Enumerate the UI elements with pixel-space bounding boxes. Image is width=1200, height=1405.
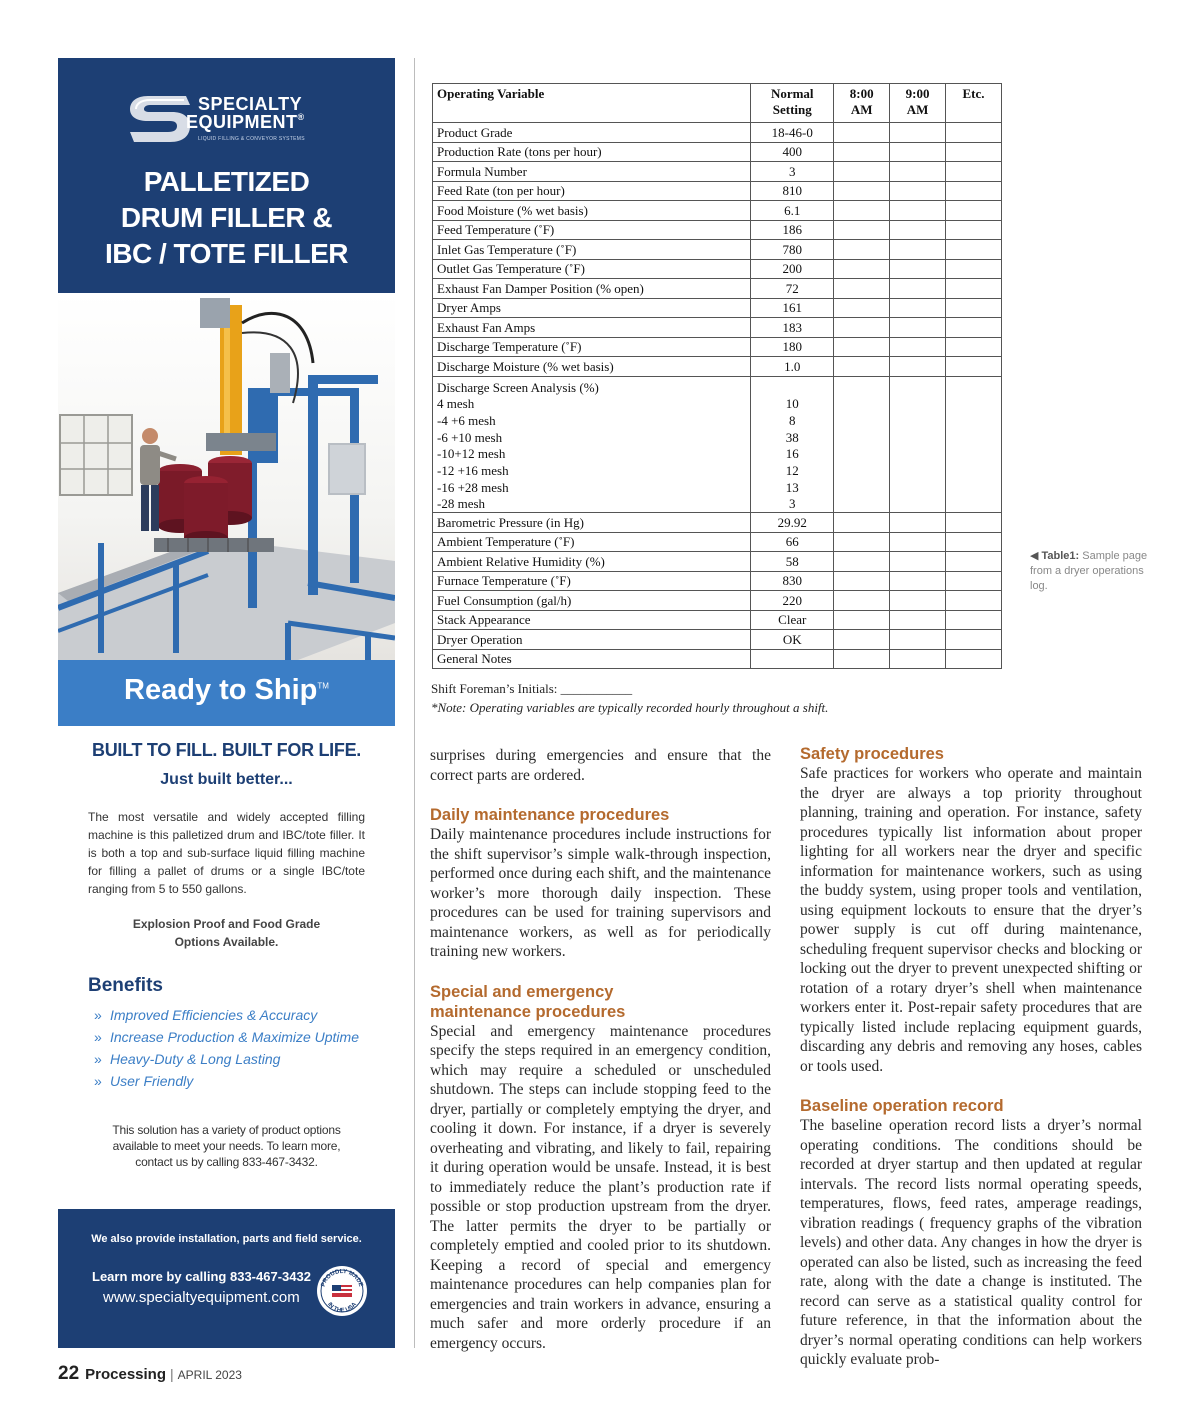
table-row: [433, 649, 1002, 669]
cell-variable: Ambient Relative Humidity (%): [433, 552, 751, 572]
heading-baseline-record: Baseline operation record: [800, 1097, 1004, 1115]
cell-variable: Stack Appearance: [433, 610, 751, 630]
cell-8am: [834, 162, 890, 182]
empty-cell: [834, 376, 890, 513]
cell-8am: [834, 240, 890, 260]
table-row: [433, 318, 1002, 338]
cell-variable: Dryer Amps: [433, 298, 751, 318]
cell-normal-setting: 6.1: [751, 201, 834, 221]
cell-normal-setting: 186: [751, 220, 834, 240]
cell-etc: [946, 201, 1002, 221]
table-row: [433, 630, 1002, 650]
screen-mesh-size: -10+12 mesh: [437, 446, 506, 462]
table-header-row: [433, 84, 1002, 123]
screen-mesh-list: [437, 395, 746, 512]
ad-footer: [58, 1209, 395, 1348]
table-body-bottom: [433, 513, 1002, 669]
specialty-equipment-logo: [126, 92, 336, 148]
cell-9am: [890, 649, 946, 669]
cell-8am: [834, 649, 890, 669]
cell-9am: [890, 220, 946, 240]
cell-normal-setting: [751, 649, 834, 669]
cell-9am: [890, 357, 946, 377]
benefit-text: Heavy-Duty & Long Lasting: [110, 1051, 281, 1067]
time-8-line-1: 8:00: [849, 86, 874, 101]
registered-mark: ®: [297, 112, 305, 122]
cell-etc: [946, 591, 1002, 611]
cell-normal-setting: 58: [751, 552, 834, 572]
cell-variable: Product Grade: [433, 123, 751, 143]
cell-normal-setting: 1.0: [751, 357, 834, 377]
ad-options-line-2: Options Available.: [174, 935, 279, 949]
page-number: 22: [58, 1363, 80, 1384]
screen-mesh-size: 4 mesh: [437, 396, 475, 412]
spacer: [430, 785, 771, 805]
cell-8am: [834, 298, 890, 318]
table-body-top: [433, 123, 1002, 377]
cell-8am: [834, 181, 890, 201]
shift-foreman-initials: Shift Foreman’s Initials: ___________: [431, 681, 633, 696]
benefit-text: Increase Production & Maximize Uptime: [110, 1029, 359, 1045]
list-item: [94, 1004, 359, 1026]
cell-normal-setting: 18-46-0: [751, 123, 834, 143]
cell-8am: [834, 357, 890, 377]
cell-etc: [946, 357, 1002, 377]
cell-variable: Outlet Gas Temperature (˚F): [433, 259, 751, 279]
cell-etc: [946, 162, 1002, 182]
cell-9am: [890, 279, 946, 299]
table-row: [433, 571, 1002, 591]
screen-mesh-value: 12: [785, 462, 799, 478]
chevron-right-icon: »: [94, 1051, 102, 1067]
cell-9am: [890, 532, 946, 552]
phone-callout: Learn more by calling 833-467-3432: [92, 1269, 311, 1284]
column-header-etc: Etc.: [946, 84, 1002, 123]
cell-9am: [890, 240, 946, 260]
list-item: [94, 1026, 359, 1048]
normal-line-2: Setting: [772, 102, 812, 117]
normal-line-1: Normal: [770, 86, 814, 101]
cell-normal-setting: 183: [751, 318, 834, 338]
cell-9am: [890, 552, 946, 572]
benefits-list: [94, 1004, 359, 1092]
table-row: [433, 279, 1002, 299]
ready-to-ship-label: Ready to Ship: [124, 674, 318, 706]
column-header-9am: [890, 84, 946, 123]
cell-8am: [834, 571, 890, 591]
cell-variable: Formula Number: [433, 162, 751, 182]
ad-title: [58, 164, 395, 272]
heading-special-emergency: [430, 982, 771, 1022]
column-header-variable: Operating Variable: [433, 84, 751, 123]
cell-8am: [834, 610, 890, 630]
logo-word-equipment: [186, 112, 305, 133]
chevron-right-icon: »: [94, 1007, 102, 1023]
benefit-text: User Friendly: [110, 1073, 194, 1089]
ad-solution-line-2: available to meet your needs. To learn more,: [112, 1139, 341, 1153]
website-link[interactable]: www.specialtyequipment.com: [103, 1289, 300, 1306]
cell-etc: [946, 630, 1002, 650]
cell-8am: [834, 201, 890, 221]
service-note: We also provide installation, parts and field service.: [91, 1233, 362, 1245]
cell-variable: Production Rate (tons per hour): [433, 142, 751, 162]
cell-8am: [834, 513, 890, 533]
table-row: [433, 513, 1002, 533]
cell-9am: [890, 513, 946, 533]
cell-variable: General Notes: [433, 649, 751, 669]
cell-9am: [890, 123, 946, 143]
caption-arrow-icon: ◀: [1030, 550, 1042, 562]
table-body-screen: [433, 376, 1002, 513]
cell-9am: [890, 298, 946, 318]
ad-title-line-2: DRUM FILLER &: [120, 202, 333, 233]
table-row: [433, 201, 1002, 221]
table-row: [433, 337, 1002, 357]
table-row: [433, 610, 1002, 630]
heading-daily-maintenance: Daily maintenance procedures: [430, 806, 670, 824]
cell-normal-setting: OK: [751, 630, 834, 650]
cell-etc: [946, 318, 1002, 338]
paragraph-daily-maintenance: Daily maintenance procedures include instructions for the shift supervisor’s simple walk-through inspection, performed once during each shift, and the maintenance worker’s more thorough daily inspection. These procedures can be used for training supervisors and maintenance workers, as well as for periodically training new workers.: [430, 826, 771, 960]
screen-mesh-size: -4 +6 mesh: [437, 412, 496, 428]
seal-bottom-text: IN THE USA: [325, 1301, 359, 1315]
screen-mesh-value: 13: [785, 479, 799, 495]
cell-9am: [890, 201, 946, 221]
logo-word-equipment-text: EQUIPMENT: [186, 112, 298, 132]
screen-mesh-size: -6 +10 mesh: [437, 429, 503, 445]
benefits-heading: Benefits: [88, 975, 163, 996]
list-item: [94, 1048, 359, 1070]
benefit-text: Improved Efficiencies & Accuracy: [110, 1007, 318, 1023]
screen-mesh-size: -12 +16 mesh: [437, 462, 509, 478]
cell-variable: Furnace Temperature (˚F): [433, 571, 751, 591]
dryer-operations-log-table: [432, 83, 1002, 669]
list-item: [94, 1070, 359, 1092]
cell-etc: [946, 649, 1002, 669]
table-row: [433, 123, 1002, 143]
cell-normal-setting: 810: [751, 181, 834, 201]
cell-variable: Dryer Operation: [433, 630, 751, 650]
caption-label: Table1:: [1041, 550, 1080, 562]
heading-special-line-2: maintenance procedures: [430, 1002, 626, 1021]
screen-mesh-size: -16 +28 mesh: [437, 479, 509, 495]
cell-etc: [946, 532, 1002, 552]
ad-solution-line-1: This solution has a variety of product options: [112, 1123, 341, 1137]
ad-solution-line-3: contact us by calling 833-467-3432.: [135, 1155, 318, 1169]
cell-9am: [890, 259, 946, 279]
screen-value-spacer: [755, 379, 829, 396]
ad-title-line-1: PALLETIZED: [143, 166, 310, 197]
cell-normal-setting: 220: [751, 591, 834, 611]
column-divider: [414, 58, 415, 1348]
cell-normal-setting: 3: [751, 162, 834, 182]
table-row: [433, 357, 1002, 377]
screen-mesh-value: 3: [789, 496, 796, 512]
cell-etc: [946, 279, 1002, 299]
spacer: [800, 1076, 1142, 1096]
table-row: [433, 591, 1002, 611]
cell-normal-setting: 180: [751, 337, 834, 357]
column-header-8am: [834, 84, 890, 123]
advertisement: [58, 58, 395, 1348]
time-9-line-2: AM: [906, 102, 929, 117]
article-column-right: [800, 744, 1142, 1370]
ad-description: The most versatile and widely accepted filling machine is this palletized drum and IBC/tote filler. It is both a top and sub-surface liquid filling machine for filling a pallet of drums or a single IBC/tote ranging from 5 to 550 gallons.: [88, 810, 365, 896]
cell-normal-setting: 830: [751, 571, 834, 591]
cell-8am: [834, 259, 890, 279]
cell-etc: [946, 142, 1002, 162]
cell-variable: Discharge Moisture (% wet basis): [433, 357, 751, 377]
ad-options-line-1: Explosion Proof and Food Grade: [132, 917, 321, 931]
cell-variable: Feed Temperature (˚F): [433, 220, 751, 240]
magazine-name: Processing: [85, 1366, 167, 1383]
cell-etc: [946, 337, 1002, 357]
screen-analysis-cell: [433, 376, 751, 513]
cell-etc: [946, 181, 1002, 201]
cell-9am: [890, 142, 946, 162]
chevron-right-icon: »: [94, 1073, 102, 1089]
screen-mesh-value: 8: [789, 412, 796, 428]
cell-normal-setting: 161: [751, 298, 834, 318]
ready-to-ship-banner: [58, 660, 395, 726]
cell-etc: [946, 220, 1002, 240]
paragraph-safety-procedures: Safe practices for workers who operate and maintain the dryer are always a top priority throughout planning, training and operation. For instance, safety procedures typically list information about proper lighting for all workers near the dryer and specific information for maintenance workers, such as using the buddy system, using proper tools and ventilation, using equipment lockouts to ensure that the dryer’s power supply is cut off during maintenance, scheduling frequent supervisor checks and blocking or locking out the dryer to prevent unexpected shifting or rotation of a rotary dryer’s shell when maintenance workers enter it. Post-repair safety procedures that are typically listed include replacing equipment guards, discarding any debris and removing any hoses, cables or tools used.: [800, 765, 1142, 1075]
cell-9am: [890, 337, 946, 357]
paragraph-special-emergency: Special and emergency maintenance procedures specify the steps required in an emergency condition, which may require a scheduled or unscheduled shutdown. The steps can include stopping feed to the dryer, partially or completely emptying the dryer, and cooling it down. For instance, if a dryer is severely overheating and vibrating, and likely to fail, repairing it during operation would be unsafe. Instead, it is best to immediately reduce the plant’s production rate if possible or stop production upstream from the dryer. The latter permits the dryer to be partially or completely emptied and cooled prior to its shutdown. Keeping a record of special and emergency maintenance procedures can help companies plan for emergencies and train workers in advance, ensuring a much safer and more orderly procedure if an emergency occurs.: [430, 1022, 771, 1352]
cell-variable: Inlet Gas Temperature (˚F): [433, 240, 751, 260]
cell-8am: [834, 123, 890, 143]
cell-9am: [890, 181, 946, 201]
cell-normal-setting: 72: [751, 279, 834, 299]
screen-mesh-size: -28 mesh: [437, 496, 486, 512]
table-row: [433, 298, 1002, 318]
trademark: TM: [317, 681, 329, 691]
table-caption: [1030, 549, 1160, 594]
drum-filler-machine-photo: [58, 293, 395, 660]
cell-9am: [890, 610, 946, 630]
seal-top-text: PROUDLY MADE: [320, 1268, 364, 1288]
column-header-normal: [751, 84, 834, 123]
page-folio: [58, 1363, 242, 1385]
paragraph-baseline-record: The baseline operation record lists a dryer’s normal operating conditions. The conditions should be recorded at dryer startup and then updated at regular intervals. The record lists normal operating speeds, temperatures, flows, feed rates, amperage readings, vibration readings ( frequency graphs of the vibration levels) and other data. Any changes in how the dryer is operated can also be listed, such as increasing the feed rate, along with the date a change is instituted. The record can serve as a statistical quality control for future reference, in that the information about the dryer’s normal operating conditions can help workers quickly evaluate prob-: [800, 1117, 1142, 1368]
cell-etc: [946, 298, 1002, 318]
spacer: [430, 962, 771, 982]
cell-etc: [946, 610, 1002, 630]
drum-filler-machine-illustration: [58, 293, 395, 660]
screen-value-list: [755, 395, 829, 512]
cell-normal-setting: 400: [751, 142, 834, 162]
cell-etc: [946, 240, 1002, 260]
cell-variable: Feed Rate (ton per hour): [433, 181, 751, 201]
table-footnote: *Note: Operating variables are typically recorded hourly throughout a shift.: [431, 700, 829, 715]
cell-variable: Exhaust Fan Damper Position (% open): [433, 279, 751, 299]
empty-cell: [890, 376, 946, 513]
cell-etc: [946, 513, 1002, 533]
article-column-left: [430, 746, 771, 1353]
screen-mesh-value: 38: [785, 429, 799, 445]
time-8-line-2: AM: [850, 102, 873, 117]
logo-word-specialty: SPECIALTY: [198, 94, 303, 114]
cell-8am: [834, 279, 890, 299]
ad-subslogan: Just built better...: [160, 771, 293, 788]
cell-etc: [946, 552, 1002, 572]
screen-mesh-value: 16: [785, 446, 799, 462]
ad-options-note: [98, 915, 355, 951]
cell-8am: [834, 552, 890, 572]
cell-9am: [890, 571, 946, 591]
caption-text: Sample page from a dryer operations log.: [1030, 550, 1148, 592]
made-in-usa-seal-icon: [316, 1265, 368, 1317]
folio-separator: |: [170, 1366, 174, 1382]
cell-8am: [834, 532, 890, 552]
ad-solution-note: [98, 1122, 355, 1170]
cell-9am: [890, 318, 946, 338]
cell-8am: [834, 630, 890, 650]
cell-variable: Fuel Consumption (gal/h): [433, 591, 751, 611]
ad-slogan: BUILT TO FILL. BUILT FOR LIFE.: [92, 740, 361, 760]
screen-mesh-value: 10: [785, 396, 799, 412]
table-row: [433, 259, 1002, 279]
table-row: [433, 220, 1002, 240]
cell-normal-setting: 29.92: [751, 513, 834, 533]
chevron-right-icon: »: [94, 1029, 102, 1045]
cell-normal-setting: 200: [751, 259, 834, 279]
cell-etc: [946, 123, 1002, 143]
heading-special-line-1: Special and emergency: [430, 982, 614, 1001]
ad-header: [58, 58, 395, 293]
cell-normal-setting: 66: [751, 532, 834, 552]
cell-variable: Food Moisture (% wet basis): [433, 201, 751, 221]
logo-s-mark-icon: [126, 92, 192, 146]
table-row: [433, 532, 1002, 552]
cell-variable: Barometric Pressure (in Hg): [433, 513, 751, 533]
paragraph-continued: surprises during emergencies and ensure that the correct parts are ordered.: [430, 747, 771, 784]
ad-title-line-3: IBC / TOTE FILLER: [105, 238, 348, 269]
empty-cell: [946, 376, 1002, 513]
cell-8am: [834, 318, 890, 338]
cell-8am: [834, 337, 890, 357]
issue-date: APRIL 2023: [177, 1368, 242, 1382]
screen-analysis-title: Discharge Screen Analysis (%): [437, 379, 599, 395]
cell-variable: Exhaust Fan Amps: [433, 318, 751, 338]
cell-9am: [890, 591, 946, 611]
heading-safety-procedures: Safety procedures: [800, 745, 944, 763]
cell-8am: [834, 220, 890, 240]
table-row: [433, 552, 1002, 572]
cell-variable: Ambient Temperature (˚F): [433, 532, 751, 552]
cell-normal-setting: Clear: [751, 610, 834, 630]
cell-9am: [890, 162, 946, 182]
cell-8am: [834, 591, 890, 611]
table-row-screen-analysis: [433, 376, 1002, 513]
time-9-line-1: 9:00: [905, 86, 930, 101]
ready-to-ship-text: [58, 674, 395, 707]
cell-etc: [946, 571, 1002, 591]
logo-tagline: LIQUID FILLING & CONVEYOR SYSTEMS: [198, 136, 305, 142]
cell-etc: [946, 259, 1002, 279]
table-row: [433, 181, 1002, 201]
cell-8am: [834, 142, 890, 162]
table-row: [433, 240, 1002, 260]
cell-9am: [890, 630, 946, 650]
screen-values-cell: [751, 376, 834, 513]
cell-normal-setting: 780: [751, 240, 834, 260]
table-row: [433, 162, 1002, 182]
cell-variable: Discharge Temperature (˚F): [433, 337, 751, 357]
table-row: [433, 142, 1002, 162]
